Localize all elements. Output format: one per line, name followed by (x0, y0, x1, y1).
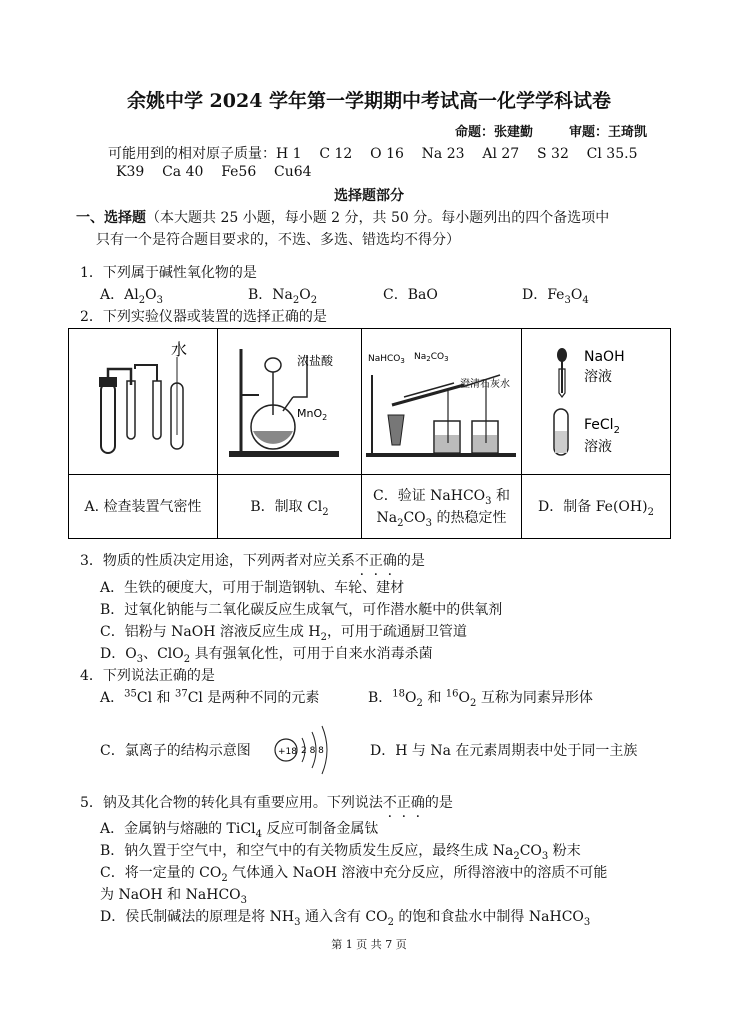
q3-stem-emph2: 正 (368, 553, 383, 569)
naoh-solution-label: 溶液 (584, 368, 612, 385)
section-title: 选择题部分 (334, 188, 404, 204)
q4-stem: 4．下列说法正确的是 (80, 668, 215, 684)
q3-option-a: A．生铁的硬度大，可用于制造钢轨、车轮、建材 (100, 580, 405, 596)
q5-option-a-text2: 反应可制备金属钛 (261, 821, 379, 837)
fecl2-label: FeCl$_2$ (584, 416, 620, 436)
q2-figure-b (218, 329, 362, 475)
q4-option-b-text: B． (368, 690, 393, 706)
q3-option-d-text2: 、ClO (143, 646, 184, 662)
q5-option-d: D．侯氏制碱法的原理是将 $NH_3$ 通入含有 $CO_2$ 的饱和食盐水中制得 NaHCO$_3$ (100, 909, 591, 928)
q4-option-a-text: A． (100, 690, 125, 706)
na2co3-text: Na (413, 351, 426, 362)
conc-hcl-label: 浓盐酸 (296, 353, 333, 368)
part-heading: 一、选择题 (76, 210, 146, 226)
q4-option-c (100, 740, 251, 760)
nahco3-label: NaHCO$_3$ (367, 353, 405, 365)
part-instr2: 只有一个是符合题目要求的，不选、多选、错选均不得分） (96, 232, 460, 248)
q2-caption-c-text2c: 的热稳定性 (432, 509, 507, 526)
q4-option-b-text3: 和 (422, 690, 446, 706)
q5-option-b-text2: CO (519, 843, 542, 859)
q5-stem (80, 792, 453, 812)
atomic-masses-line1: 可能用到的相对原子质量：H 1 C 12 O 16 Na 23 Al 27 S 32 Cl 35.5 (108, 146, 638, 162)
q2-caption-c-text1b: 和 (491, 487, 510, 504)
q5-option-b-text: B．钠久置于空气中，和空气中的有关物质发生反应，最终生成 Na (100, 843, 514, 859)
q4-option-a: A．$^{35}$Cl 和 $^{37}$Cl 是两种不同的元素 (100, 688, 320, 706)
q5-option-c-text3: 为 NaOH 和 NaHCO (100, 887, 241, 903)
q2-figure-c (362, 329, 522, 475)
q2-caption-a-text: A. 检查装置气密性 (84, 498, 202, 515)
authors-line (455, 121, 647, 140)
q2-figure-a (69, 329, 218, 475)
fecl2-solution-label: 溶液 (584, 438, 612, 455)
q2-caption-a (69, 475, 218, 539)
q5-stem-emph3: 确 (410, 795, 425, 811)
part-instructions (76, 207, 609, 227)
limewater-label: 澄清石灰水 (459, 378, 510, 390)
q5-option-b-text3: 粉末 (548, 843, 581, 859)
q5-option-c: C．将一定量的 $CO_2$ 气体通入 NaOH 溶液中充分反应，所得溶液中的溶质不可能 (100, 865, 608, 884)
q2-stem: 2．下列实验仪器或装置的选择正确的是 (80, 309, 327, 325)
q3-option-c-text2: ，可用于疏通厨卫管道 (326, 624, 467, 640)
q5-option-a-text: A．金属钠与熔融的 TiCl (100, 821, 256, 837)
naoh-label: NaOH (584, 348, 625, 365)
fecl2-text: FeCl (584, 416, 614, 433)
q5-option-d-text3: 的饱和食盐水中制得 NaHCO (393, 909, 584, 925)
page-number: 第 1 页 共 7 页 (331, 938, 407, 951)
q3-option-c: C．铝粉与 NaOH 溶液反应生成 $H_2$，可用于疏通厨卫管道 (100, 624, 467, 643)
chlorine-generator-icon (221, 335, 359, 465)
q3-stem-emph1: 不 (354, 553, 369, 569)
q3-stem-emph3: 确 (382, 553, 397, 569)
q2-apparatus-table (68, 328, 671, 539)
atomic-masses-line2: K39 Ca 40 Fe56 Cu64 (116, 164, 312, 180)
q1-option-b: B．$Na_2O_2$ (248, 287, 318, 306)
q5-option-d-text2: 通入含有 CO (300, 909, 388, 925)
part-instr1: （本大题共 25 小题，每小题 2 分，共 50 分。每小题列出的四个备选项中 (146, 210, 610, 226)
reviewer: 审题：王琦凯 (569, 125, 648, 140)
q3-option-c-text: C．铝粉与 NaOH 溶液反应生成 H (100, 624, 321, 640)
q2-caption-c-text2a: Na (376, 509, 398, 526)
q2-caption-d: D．制备 $Fe(OH)_2$ (522, 475, 671, 539)
q2-caption-b: B．制取 $Cl_2$ (218, 475, 362, 539)
q5-stem-emph2: 正 (396, 795, 411, 811)
q2-figure-d (522, 329, 671, 475)
chloride-ion-diagram-icon (268, 720, 338, 780)
ion-nucleus-label: +18 (278, 747, 297, 757)
airtightness-apparatus-icon (73, 335, 213, 465)
q5-option-c-cont: 为 NaOH 和 NaHCO$_3$ (100, 887, 248, 906)
q5-option-a: A．金属钠与熔融的 TiCl$_4$ 反应可制备金属钛 (100, 821, 379, 840)
page-title: 余姚中学 2024 学年第一学期期中考试高一化学学科试卷 (126, 90, 612, 112)
q2-caption-b-text: B．制取 Cl (250, 498, 323, 515)
q3-option-d-text3: 具有强氧化性，可用于自来水消毒杀菌 (190, 646, 433, 662)
q5-option-d-text: D．侯氏制碱法的原理是将 NH (100, 909, 295, 925)
q3-option-d: D．$O_3$、ClO$_2$ 具有强氧化性，可用于自来水消毒杀菌 (100, 646, 433, 665)
q2-caption-c-text2b: CO (403, 509, 426, 526)
q3-stem (80, 550, 425, 570)
q2-caption-c: C．验证 NaHCO$_3$ 和 $Na_2CO_3$ 的热稳定性 (362, 475, 522, 539)
mno2-label: MnO$_2$ (296, 406, 327, 422)
q5-option-c-text: C．将一定量的 CO (100, 865, 222, 881)
q3-stem-post: 的是 (396, 553, 425, 569)
q2-caption-d-text: D．制备 Fe(OH) (538, 498, 648, 515)
ion-shells-label: 2 8 8 (301, 746, 324, 756)
q5-stem-emph1: 不 (382, 795, 397, 811)
q5-option-b: B．钠久置于空气中，和空气中的有关物质发生反应，最终生成 $Na_2CO_3$ 粉末 (100, 843, 581, 862)
q2-caption-c-text1: C．验证 NaHCO (373, 487, 486, 504)
na2co3-label: $Na_2CO_3$ (413, 351, 449, 363)
q5-option-c-text2: 气体通入 NaOH 溶液中充分反应，所得溶液中的溶质不可能 (227, 865, 608, 881)
nahco3-text: NaHCO (367, 353, 400, 364)
q1-option-a: A．$Al_2O_3$ (100, 287, 163, 306)
water-label: 水 (171, 339, 188, 359)
proposer: 命题：张建勤 (455, 125, 534, 140)
q4-option-d: D．H 与 Na 在元素周期表中处于同一主族 (370, 743, 638, 759)
ferrous-hydroxide-apparatus-icon (524, 335, 668, 465)
q4-option-b-text2: O (405, 690, 417, 706)
q4-option-a-text2: Cl 和 (136, 690, 175, 706)
q3-option-b: B．过氧化钠能与二氧化碳反应生成氧气，可作潜水艇中的供氧剂 (100, 602, 503, 618)
q1-option-d: D．$Fe_3O_4$ (522, 287, 589, 306)
q1-option-c: C．BaO (383, 287, 438, 303)
q4-option-b-text5: 互称为同素异形体 (476, 690, 593, 706)
q5-stem-post: 的是 (424, 795, 453, 811)
q4-option-a-text3: Cl 是两种不同的元素 (187, 690, 320, 706)
q3-option-d-text: D．O (100, 646, 137, 662)
q1-stem: 1．下列属于碱性氧化物的是 (80, 265, 257, 281)
mno2-text: MnO (296, 406, 322, 420)
q3-stem-pre: 3．物质的性质决定用途，下列两者对应关系 (80, 553, 355, 569)
q4-option-b-text4: O (458, 690, 471, 706)
q4-option-c-text: C．氯离子的结构示意图 (100, 743, 251, 759)
thermal-stability-apparatus-icon (364, 335, 520, 465)
q5-stem-pre: 5．钠及其化合物的转化具有重要应用。下列说法 (80, 795, 383, 811)
q4-option-b: B．$^{18}O_2$ 和 $^{16}O_2$ 互称为同素异形体 (368, 688, 593, 709)
